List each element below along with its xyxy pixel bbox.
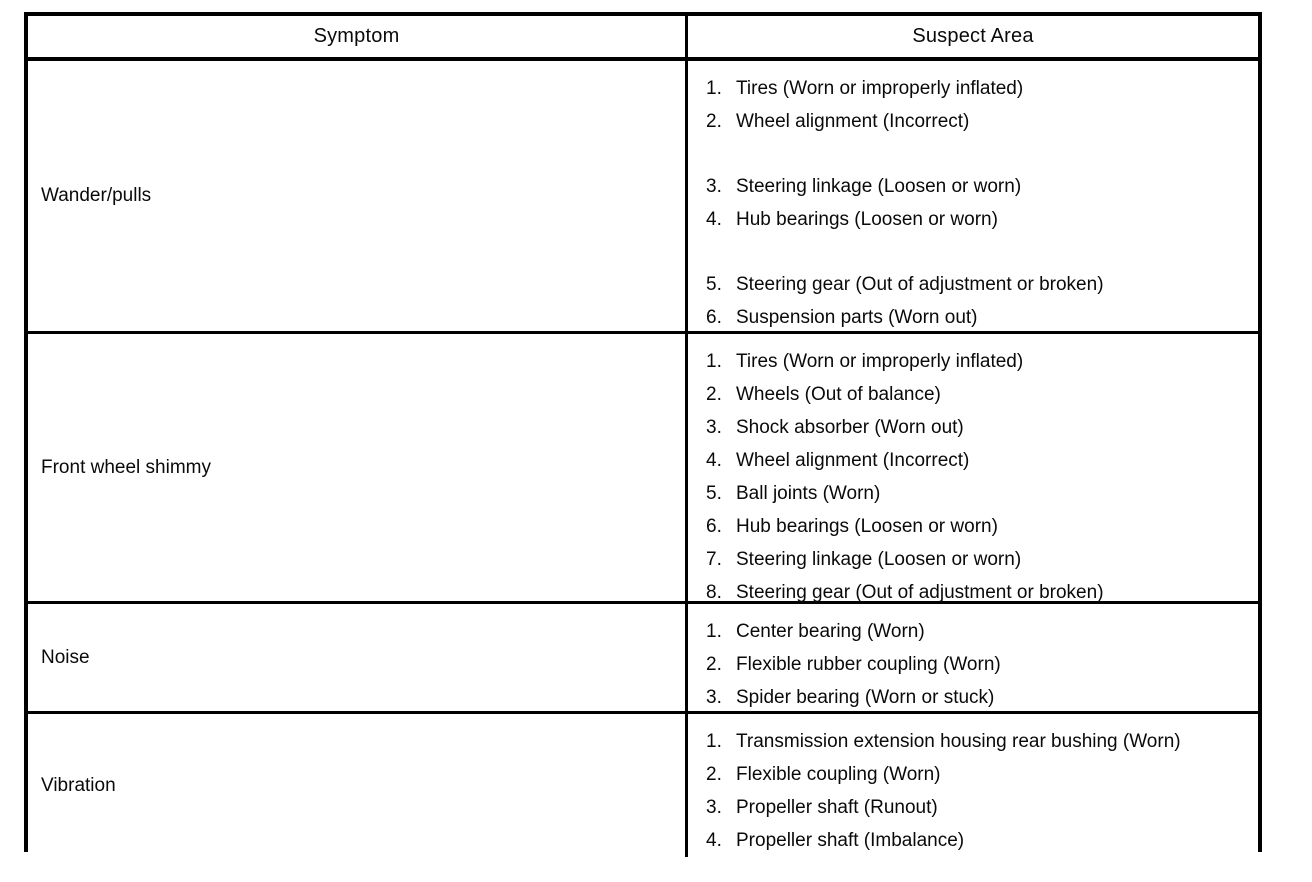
- item-number: 1.: [706, 351, 722, 372]
- header-suspect-area-label: Suspect Area: [912, 25, 1034, 47]
- item-text: Hub bearings (Loosen or worn): [736, 516, 998, 537]
- item-number: 1.: [706, 78, 722, 99]
- item-number: 2.: [706, 654, 722, 675]
- item-number: 2.: [706, 384, 722, 405]
- suspect-item: [706, 824, 1250, 857]
- item-text: Suspension parts (Worn out): [736, 307, 978, 328]
- item-text: Steering gear (Out of adjustment or broken): [736, 582, 1104, 603]
- item-number: 4.: [706, 209, 722, 230]
- item-text: Steering linkage (Loosen or worn): [736, 176, 1022, 197]
- item-number: 3.: [706, 797, 722, 818]
- symptom-label: Vibration: [41, 774, 116, 796]
- item-number: 6.: [706, 307, 722, 328]
- suspect-item: [706, 105, 1250, 138]
- item-text: Tires (Worn or improperly inflated): [736, 78, 1024, 99]
- header-symptom-label: Symptom: [313, 25, 400, 47]
- suspect-cell-front-wheel-shimmy: [688, 334, 1258, 604]
- symptom-label: Noise: [41, 646, 90, 668]
- suspect-item: [706, 681, 1250, 714]
- symptom-cell-wander-pulls: [28, 61, 688, 334]
- header-cell-symptom: [28, 16, 688, 61]
- item-text: Flexible coupling (Worn): [736, 764, 941, 785]
- suspect-item: [706, 543, 1250, 576]
- item-number: 4.: [706, 450, 722, 471]
- symptom-label: Front wheel shimmy: [41, 456, 211, 478]
- item-text: Transmission extension housing rear bushing (Worn): [736, 731, 1181, 752]
- header-cell-suspect-area: [688, 16, 1258, 61]
- item-number: 8.: [706, 582, 722, 603]
- suspect-item: [706, 268, 1250, 301]
- suspect-item: [706, 725, 1250, 758]
- item-text: Spider bearing (Worn or stuck): [736, 687, 995, 708]
- suspect-item: [706, 477, 1250, 510]
- item-number: 2.: [706, 111, 722, 132]
- suspect-item: [706, 648, 1250, 681]
- item-number: 2.: [706, 764, 722, 785]
- item-text: Flexible rubber coupling (Worn): [736, 654, 1001, 675]
- suspect-cell-noise: [688, 604, 1258, 714]
- item-text: Steering gear (Out of adjustment or broken): [736, 274, 1104, 295]
- symptom-label: Wander/pulls: [41, 185, 152, 206]
- symptom-cell-vibration: [28, 714, 688, 857]
- symptom-cell-noise: [28, 604, 688, 714]
- item-number: 3.: [706, 176, 722, 197]
- item-text: Hub bearings (Loosen or worn): [736, 209, 998, 230]
- suspect-item: [706, 791, 1250, 824]
- item-number: 7.: [706, 549, 722, 570]
- suspect-item: [706, 345, 1250, 378]
- troubleshooting-table: [24, 12, 1262, 852]
- suspect-item: [706, 378, 1250, 411]
- item-number: 4.: [706, 830, 722, 851]
- item-number: 1.: [706, 621, 722, 642]
- item-text: Wheels (Out of balance): [736, 384, 941, 405]
- item-text: Center bearing (Worn): [736, 621, 925, 642]
- suspect-cell-vibration: [688, 714, 1258, 857]
- item-number: 5.: [706, 274, 722, 295]
- item-number: 5.: [706, 483, 722, 504]
- item-number: 3.: [706, 687, 722, 708]
- suspect-item: [706, 72, 1250, 105]
- item-number: 1.: [706, 731, 722, 752]
- suspect-item: [706, 444, 1250, 477]
- item-text: Propeller shaft (Runout): [736, 797, 938, 818]
- item-number: 3.: [706, 417, 722, 438]
- item-text: Shock absorber (Worn out): [736, 417, 964, 438]
- item-text: Tires (Worn or improperly inflated): [736, 351, 1024, 372]
- suspect-cell-wander-pulls: [688, 61, 1258, 334]
- suspect-item: [706, 615, 1250, 648]
- item-text: Wheel alignment (Incorrect): [736, 450, 970, 471]
- suspect-item: [706, 170, 1250, 203]
- suspect-item: [706, 411, 1250, 444]
- suspect-item: [706, 758, 1250, 791]
- item-text: Propeller shaft (Imbalance): [736, 830, 965, 851]
- symptom-cell-front-wheel-shimmy: [28, 334, 688, 604]
- item-text: Wheel alignment (Incorrect): [736, 111, 970, 132]
- suspect-item: [706, 510, 1250, 543]
- suspect-item: [706, 301, 1250, 334]
- item-text: Ball joints (Worn): [736, 483, 881, 504]
- item-text: Steering linkage (Loosen or worn): [736, 549, 1022, 570]
- item-number: 6.: [706, 516, 722, 537]
- suspect-item: [706, 203, 1250, 236]
